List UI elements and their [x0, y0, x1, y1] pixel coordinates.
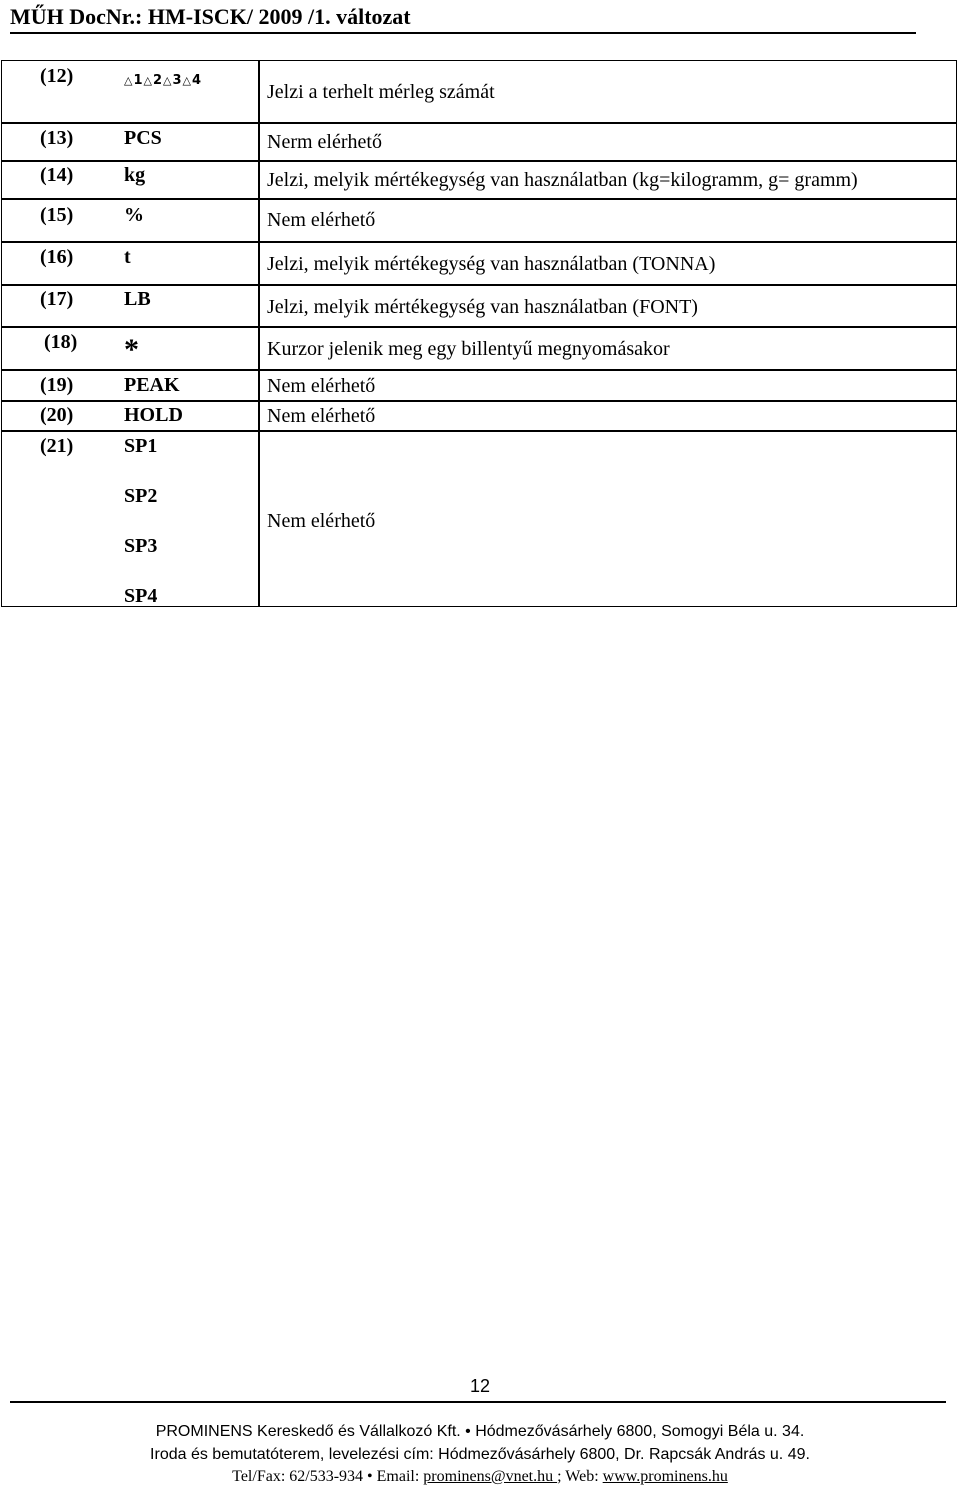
- row-symbol: LB: [124, 288, 151, 310]
- document-title: MŰH DocNr.: HM-ISCK/ 2009 /1. változat: [10, 4, 411, 29]
- row-symbol: PCS: [124, 127, 162, 149]
- scale-number: 4: [192, 73, 202, 88]
- scale-number: 1: [133, 73, 143, 88]
- row-number: (13): [40, 127, 74, 149]
- row-description: Nem elérhető: [267, 405, 376, 427]
- scale-icon: △: [143, 74, 152, 87]
- footer-phone: Tel/Fax: 62/533-934 • Email:: [232, 1468, 424, 1485]
- row-description: Nerm elérhető: [267, 131, 382, 153]
- row-symbol: SP1: [124, 435, 158, 457]
- row-symbol: PEAK: [124, 374, 180, 396]
- cursor-asterisk: *: [124, 333, 139, 366]
- row-divider: [2, 400, 956, 402]
- row-divider: [2, 430, 956, 432]
- scale-icon: △: [182, 74, 192, 87]
- row-description: Jelzi a terhelt mérleg számát: [267, 81, 495, 103]
- page-number: 12: [469, 1376, 491, 1396]
- row-description: Jelzi, melyik mértékegység van használatban (TONNA): [267, 253, 716, 275]
- row-number: (14): [40, 164, 74, 186]
- footer-divider: [10, 1401, 946, 1403]
- row-number: (21): [40, 435, 74, 457]
- row-symbol: SP4: [124, 585, 158, 607]
- row-description: Nem elérhető: [267, 375, 376, 397]
- row-number: (17): [40, 288, 74, 310]
- row-number: (12): [40, 65, 74, 87]
- symbol-table: [1, 60, 957, 607]
- scale-number: 2: [152, 73, 163, 88]
- row-symbol: %: [124, 204, 144, 226]
- row-divider: [2, 122, 956, 124]
- scale-number: 3: [172, 73, 182, 88]
- footer-address-line: Iroda és bemutatóterem, levelezési cím: Hódmezővásárhely 6800, Dr. Rapcsák András u. 49.: [150, 1446, 810, 1463]
- scale-icon: △: [163, 74, 172, 87]
- row-number: (15): [40, 204, 74, 226]
- row-description: Kurzor jelenik meg egy billentyű megnyomásakor: [267, 338, 670, 360]
- row-symbol: SP3: [124, 535, 158, 557]
- row-number: (19): [40, 374, 74, 396]
- row-description: Jelzi, melyik mértékegység van használatban (FONT): [267, 296, 698, 318]
- row-divider: [2, 160, 956, 162]
- row-divider: [2, 326, 956, 328]
- row-description: Jelzi, melyik mértékegység van használatban (kg=kilogramm, g= gramm): [267, 169, 858, 191]
- row-divider: [2, 198, 956, 200]
- column-divider: [258, 61, 260, 606]
- footer-separator: ; Web:: [557, 1468, 603, 1485]
- document-header: [10, 2, 916, 34]
- row-divider: [2, 369, 956, 371]
- row-divider: [2, 241, 956, 243]
- footer-company-line: PROMINENS Kereskedő és Vállalkozó Kft. • Hódmezővásárhely 6800, Somogyi Béla u. 34.: [155, 1423, 805, 1440]
- row-divider: [2, 284, 956, 286]
- scale-icon: △: [124, 74, 133, 87]
- row-number: (16): [40, 246, 74, 268]
- row-symbol: t: [124, 246, 131, 268]
- web-link[interactable]: www.prominens.hu: [602, 1468, 728, 1485]
- row-symbol: HOLD: [124, 404, 183, 426]
- row-symbol: SP2: [124, 485, 158, 507]
- row-description: Nem elérhető: [267, 510, 376, 532]
- row-number: (18): [44, 331, 78, 353]
- scale-indicator-icons: [124, 67, 201, 92]
- row-description: Nem elérhető: [267, 209, 376, 231]
- footer-contact-line: [0, 1468, 960, 1486]
- row-symbol: kg: [124, 164, 146, 186]
- row-number: (20): [40, 404, 74, 426]
- email-link[interactable]: prominens@vnet.hu: [423, 1468, 558, 1485]
